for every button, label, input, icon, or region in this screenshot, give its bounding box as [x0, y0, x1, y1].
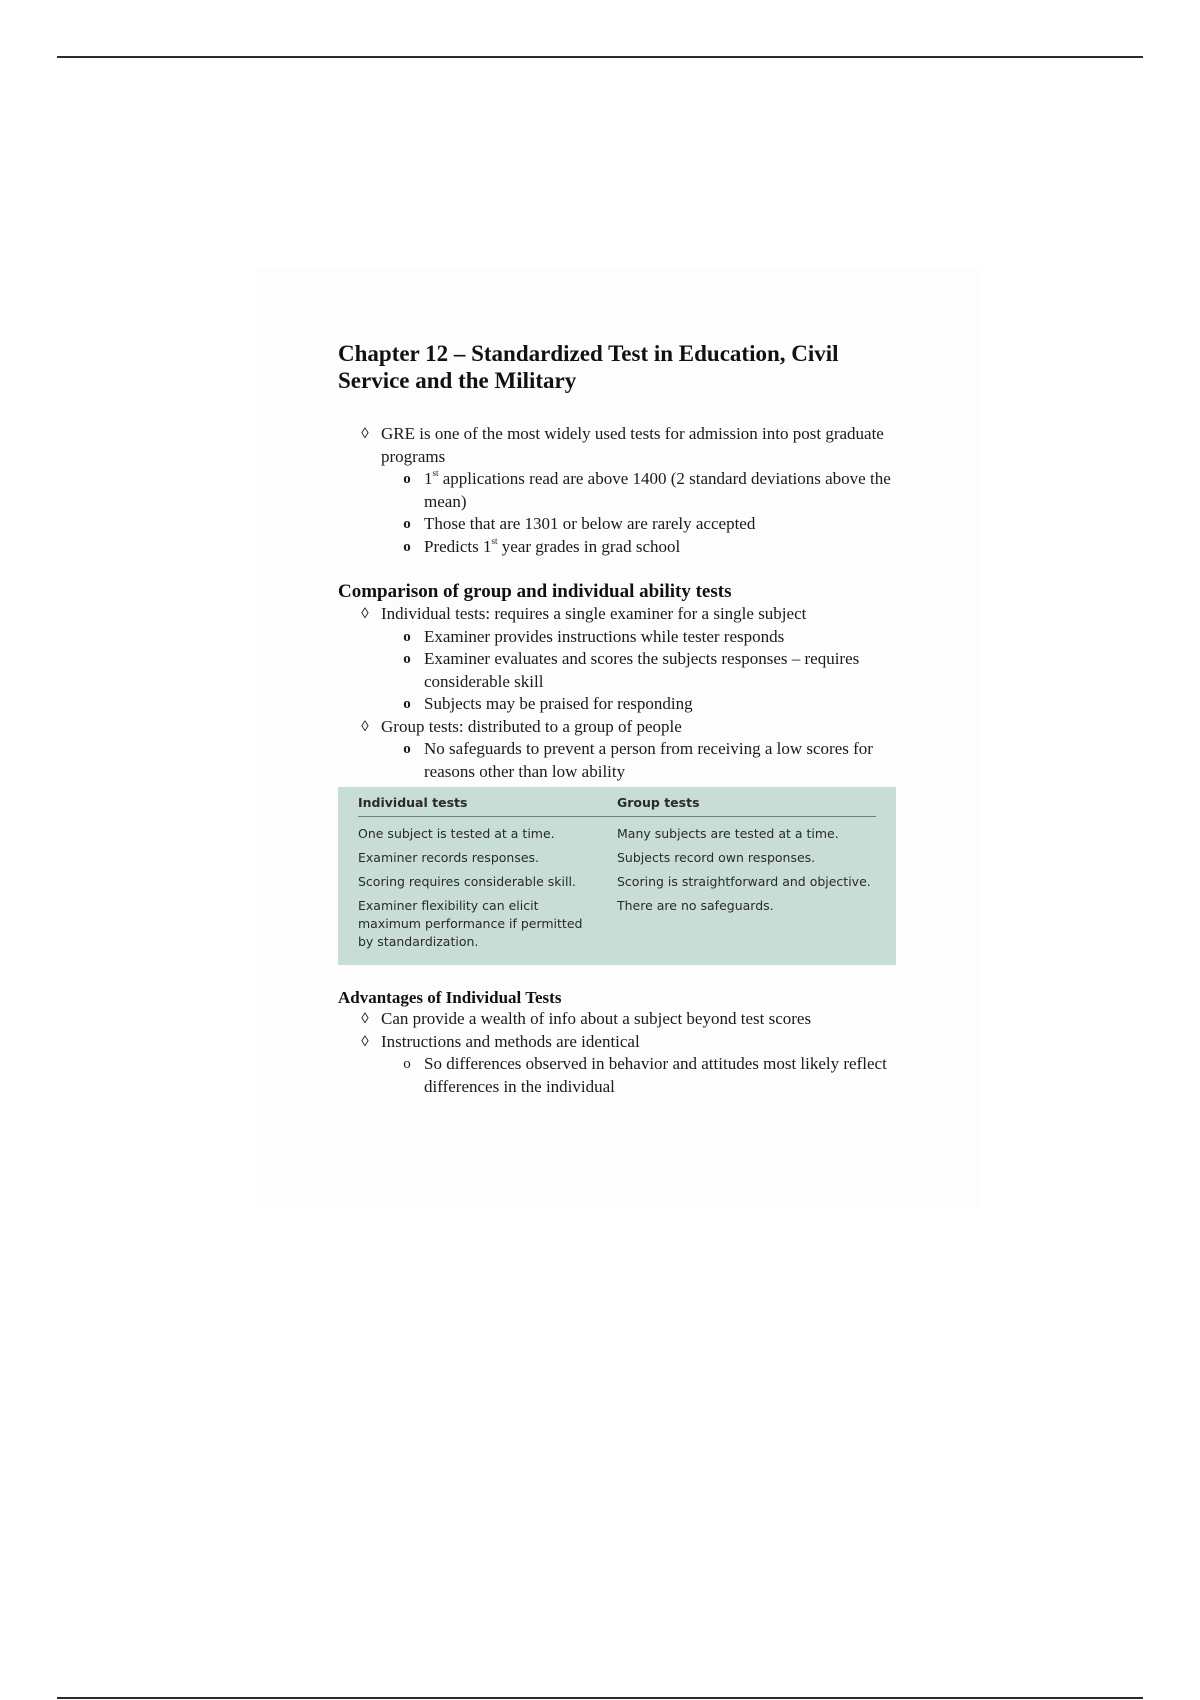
- table-header-cell: Individual tests: [358, 795, 468, 810]
- comparison-heading: Comparison of group and individual ability tests: [338, 581, 732, 602]
- advantages-sublist: [381, 1053, 898, 1098]
- table-cell: Many subjects are tested at a time.: [617, 826, 839, 841]
- list-item: o So differences observed in behavior and attitudes most likely reflect differences in the individual: [381, 1053, 898, 1098]
- table-row: [358, 873, 876, 891]
- circle-bullet-icon: o: [403, 696, 411, 712]
- list-item: o 1st applications read are above 1400 (2 standard deviations above the mean): [381, 468, 898, 513]
- table-cell: There are no safeguards.: [617, 898, 774, 913]
- table-row: [358, 849, 876, 867]
- individual-sublist: [381, 626, 898, 716]
- list-item: o Examiner evaluates and scores the subjects responses – requires considerable skill: [381, 648, 898, 693]
- table-cell: Scoring requires considerable skill.: [358, 874, 576, 889]
- table-cell: One subject is tested at a time.: [358, 826, 555, 841]
- circle-bullet-icon: o: [403, 516, 411, 532]
- list-item: ◊ Can provide a wealth of info about a subject beyond test scores: [338, 1008, 898, 1031]
- top-rule: [57, 56, 1143, 58]
- group-sublist: [381, 738, 898, 783]
- circle-bullet-icon: o: [403, 538, 411, 555]
- circle-bullet-icon: o: [403, 628, 411, 645]
- table-row: [358, 897, 876, 951]
- document-content: [338, 340, 898, 1098]
- advantages-list: [338, 1008, 898, 1098]
- gre-list: [338, 423, 898, 558]
- circle-bullet-icon: o: [403, 471, 411, 487]
- diamond-bullet-icon: ◊: [361, 718, 369, 735]
- diamond-bullet-icon: ◊: [361, 426, 369, 442]
- diamond-bullet-icon: ◊: [361, 606, 369, 622]
- advantages-heading: Advantages of Individual Tests: [338, 988, 562, 1007]
- circle-bullet-icon: o: [403, 741, 411, 757]
- table-cell: Scoring is straightforward and objective.: [617, 874, 871, 889]
- diamond-bullet-icon: ◊: [361, 1011, 369, 1027]
- table-header-cell: Group tests: [617, 795, 700, 810]
- page-title: Chapter 12 – Standardized Test in Education, Civil Service and the Military: [338, 341, 839, 393]
- list-item: o Examiner provides instructions while tester responds: [381, 626, 898, 649]
- list-item: ◊ GRE is one of the most widely used tests for admission into post graduate programs o 1st applications read are above 1400 (2 standard deviations above the mean) o Those that are 1301 or below are rarely accepted o Predicts 1st year grades in grad school: [338, 423, 898, 558]
- list-item: o Those that are 1301 or below are rarely accepted: [381, 513, 898, 536]
- circle-bullet-icon: o: [403, 651, 411, 667]
- comparison-table: [338, 787, 896, 965]
- list-item: o Predicts 1st year grades in grad school: [381, 536, 898, 559]
- circle-bullet-icon: o: [403, 1056, 411, 1072]
- table-cell: Examiner flexibility can elicit maximum performance if permitted by standardization.: [358, 898, 583, 949]
- gre-sublist: [381, 468, 898, 558]
- table-row: [358, 825, 876, 843]
- table-cell: Examiner records responses.: [358, 850, 540, 865]
- diamond-bullet-icon: ◊: [361, 1033, 369, 1050]
- comparison-list: [338, 603, 898, 783]
- table-cell: Subjects record own responses.: [617, 850, 816, 865]
- list-item: ◊ Individual tests: requires a single examiner for a single subject o Examiner provides instructions while tester responds o Examiner evaluates and scores the subjects responses – requires considerable skill o Subjects may be praised for responding: [338, 603, 898, 716]
- list-item: o Subjects may be praised for responding: [381, 693, 898, 716]
- bottom-rule: [57, 1697, 1143, 1699]
- list-item: ◊ Group tests: distributed to a group of people o No safeguards to prevent a person from receiving a low scores for reasons other than low ability: [338, 716, 898, 784]
- list-item: ◊ Instructions and methods are identical o So differences observed in behavior and attitudes most likely reflect differences in the individual: [338, 1031, 898, 1099]
- table-header: [358, 795, 876, 817]
- list-item: o No safeguards to prevent a person from receiving a low scores for reasons other than low ability: [381, 738, 898, 783]
